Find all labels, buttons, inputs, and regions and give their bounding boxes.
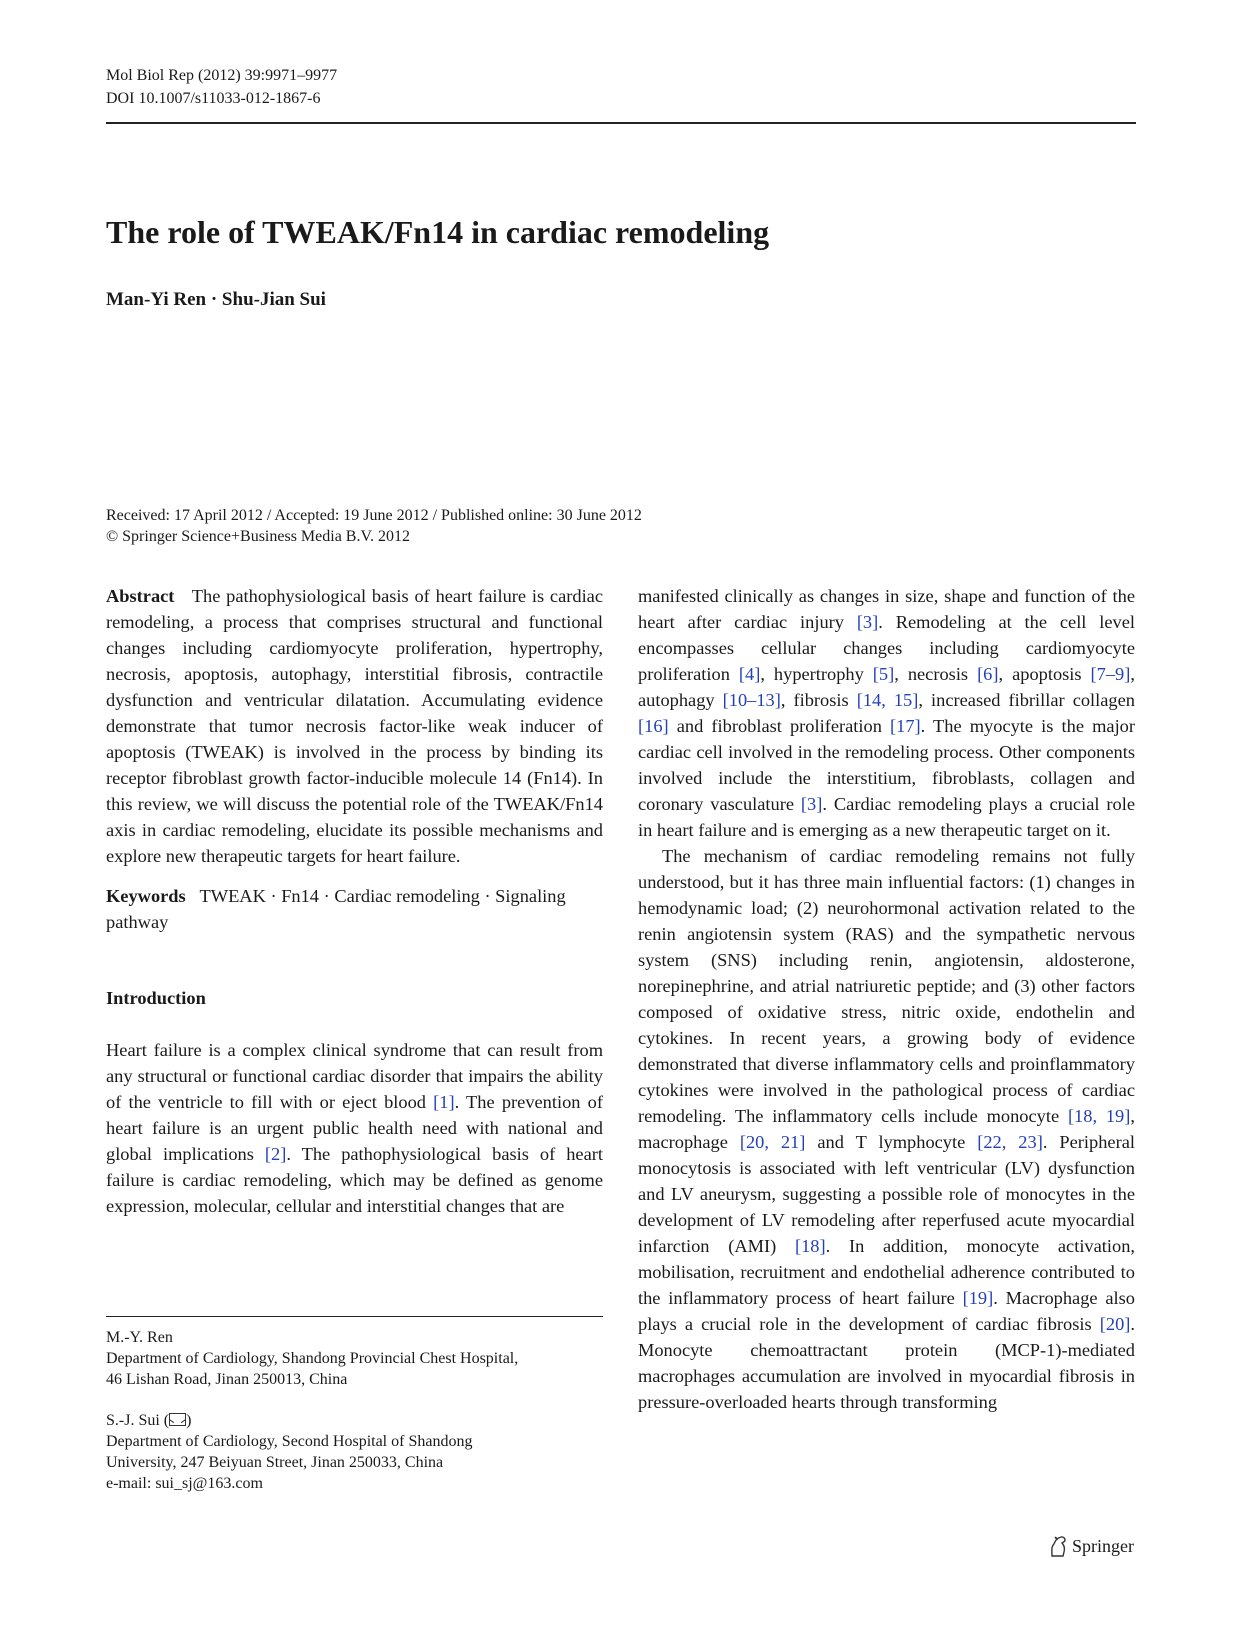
citation-link[interactable]: [20, 21] — [739, 1132, 806, 1152]
text-run: , necrosis — [894, 664, 978, 684]
article-dates — [106, 505, 642, 547]
text-run: , apoptosis — [998, 664, 1091, 684]
left-column — [106, 583, 603, 1219]
citation-link[interactable]: [16] — [638, 716, 669, 736]
authors: Man-Yi Ren · Shu-Jian Sui — [106, 289, 326, 310]
affiliation-name: M.-Y. Ren — [106, 1329, 173, 1346]
intro-paragraph-3 — [638, 843, 1135, 1415]
copyright: © Springer Science+Business Media B.V. 2012 — [106, 528, 410, 545]
citation-link[interactable]: [20] — [1099, 1314, 1131, 1334]
affiliation-name: S.-J. Sui ( — [106, 1412, 170, 1429]
publisher-logo — [1048, 1534, 1134, 1558]
publisher-name: Springer — [1072, 1536, 1134, 1556]
text-run: . Peripheral monocytosis is associated with left ventricular (LV) dysfunction and LV aneurysm, suggesting a possible role of monocytes in the development of LV remodeling after reperfused acute myocardial infarction (AMI) — [638, 1132, 1135, 1256]
citation-link[interactable]: [17] — [890, 716, 921, 736]
citation-link[interactable]: [2] — [264, 1144, 287, 1164]
journal-citation: Mol Biol Rep (2012) 39:9971–9977 — [106, 67, 338, 84]
citation-link[interactable]: [7–9] — [1090, 664, 1131, 684]
intro-paragraph-2 — [638, 583, 1135, 843]
keywords-label: Keywords — [106, 886, 186, 906]
affiliation-line: Department of Cardiology, Second Hospital of Shandong — [106, 1433, 473, 1450]
affiliation-1 — [106, 1327, 603, 1390]
text-run: , fibrosis — [780, 690, 857, 710]
text-run: and T lymphocyte — [805, 1132, 978, 1152]
text-run: , macrophage — [638, 1106, 1135, 1152]
intro-paragraph-1 — [106, 1037, 603, 1219]
keywords-text: TWEAK · Fn14 · Cardiac remodeling · Signaling pathway — [106, 886, 566, 932]
text-run: . The pathophysiological basis of heart failure is cardiac remodeling, which may be defined as genome expression, molecular, cellular and interstitial changes that are — [106, 1144, 603, 1216]
citation-link[interactable]: [1] — [433, 1092, 455, 1112]
text-run: , hypertrophy — [760, 664, 873, 684]
text-run: manifested clinically as changes in size, shape and function of the heart after cardiac injury — [638, 586, 1135, 632]
springer-horse-icon — [1048, 1535, 1068, 1557]
doi: DOI 10.1007/s11033-012-1867-6 — [106, 90, 321, 107]
running-header — [106, 64, 337, 110]
text-run: . In addition, monocyte activation, mobilisation, recruitment and endothelial adherence contributed to the inflammatory process of heart failure — [638, 1236, 1135, 1308]
affiliation-line: University, 247 Beiyuan Street, Jinan 250033, China — [106, 1454, 444, 1471]
citation-link[interactable]: [14, 15] — [856, 690, 919, 710]
text-run: , increased fibrillar collagen — [918, 690, 1135, 710]
citation-link[interactable]: [18, 19] — [1067, 1106, 1131, 1126]
citation-link[interactable]: [4] — [738, 664, 761, 684]
abstract-text: The pathophysiological basis of heart failure is cardiac remodeling, a process that comprises structural and functional changes including cardiomyocyte proliferation, hypertrophy, necrosis, apoptosis, autophagy, interstitial fibrosis, contractile dysfunction and ventricular dilatation. Accumulating evidence demonstrate that tumor necrosis factor-like weak inducer of apoptosis (TWEAK) is involved in the process by binding its receptor fibroblast growth factor-inducible molecule 14 (Fn14). In this review, we will discuss the potential role of the TWEAK/Fn14 axis in cardiac remodeling, elucidate its possible mechanisms and explore new therapeutic targets for heart failure. — [106, 586, 604, 866]
citation-link[interactable]: [5] — [872, 664, 895, 684]
text-run: Heart failure is a complex clinical syndrome that can result from any structural or functional cardiac disorder that impairs the ability of the ventricle to fill with or eject blood — [106, 1040, 603, 1112]
article-title: The role of TWEAK/Fn14 in cardiac remodeling — [106, 214, 770, 250]
citation-link[interactable]: [10–13] — [722, 690, 781, 710]
text-run: . Monocyte chemoattractant protein (MCP-1)-mediated macrophages accumulation are involved in myocardial fibrosis in pressure-overloaded hearts through transforming — [638, 1314, 1135, 1412]
citation-link[interactable]: [3] — [856, 612, 879, 632]
text-run: The mechanism of cardiac remodeling remains not fully understood, but it has three main influential factors: (1) changes in hemodynamic load; (2) neurohormonal activation related to the renin angiotensin system (RAS) and the sympathetic nervous system (SNS) including renin, angiotensin, aldosterone, norepinephrine, and atrial natriuretic peptide; and (3) other factors composed of oxidative stress, nitric oxide, endothelin and cytokines. In recent years, a growing body of evidence demonstrated that diverse inflammatory cells and proinflammatory cytokines were involved in the pathological process of cardiac remodeling. The inflammatory cells include monocyte — [638, 846, 1135, 1126]
text-run: and fibroblast proliferation — [668, 716, 891, 736]
affiliation-line: Department of Cardiology, Shandong Provincial Chest Hospital, — [106, 1350, 519, 1367]
section-heading-introduction: Introduction — [106, 988, 206, 1008]
affiliation-name-line — [106, 1410, 603, 1431]
right-column — [638, 583, 1135, 1415]
affiliation-name-end: ) — [186, 1412, 192, 1429]
text-run: . Cardiac remodeling plays a crucial role in heart failure and is emerging as a new therapeutic target on it. — [638, 794, 1135, 840]
citation-link[interactable]: [22, 23] — [977, 1132, 1043, 1152]
keywords — [106, 883, 603, 935]
citation-link[interactable]: [3] — [800, 794, 823, 814]
citation-link[interactable]: [19] — [962, 1288, 994, 1308]
abstract-label: Abstract — [106, 586, 175, 606]
abstract — [106, 583, 603, 869]
text-run: . The prevention of heart failure is an urgent public health need with national and global implications — [106, 1092, 603, 1164]
citation-link[interactable]: [6] — [977, 664, 999, 684]
text-run: . Macrophage also plays a crucial role in the development of cardiac fibrosis — [638, 1288, 1135, 1334]
header-rule — [106, 122, 1136, 124]
received-accepted-published: Received: 17 April 2012 / Accepted: 19 June 2012 / Published online: 30 June 2012 — [106, 507, 642, 524]
text-run: , autophagy — [638, 664, 1135, 710]
citation-link[interactable]: [18] — [794, 1236, 826, 1256]
text-run: . Remodeling at the cell level encompasses cellular changes including cardiomyocyte proliferation — [638, 612, 1135, 684]
affiliation-email: e-mail: sui_sj@163.com — [106, 1475, 263, 1492]
text-run: . The myocyte is the major cardiac cell involved in the remodeling process. Other components involved include the interstitium, fibroblasts, collagen and coronary vasculature — [638, 716, 1135, 814]
envelope-icon — [169, 1413, 186, 1426]
footnote-rule — [106, 1316, 603, 1317]
affiliation-2 — [106, 1410, 603, 1494]
affiliation-line: 46 Lishan Road, Jinan 250013, China — [106, 1371, 348, 1388]
